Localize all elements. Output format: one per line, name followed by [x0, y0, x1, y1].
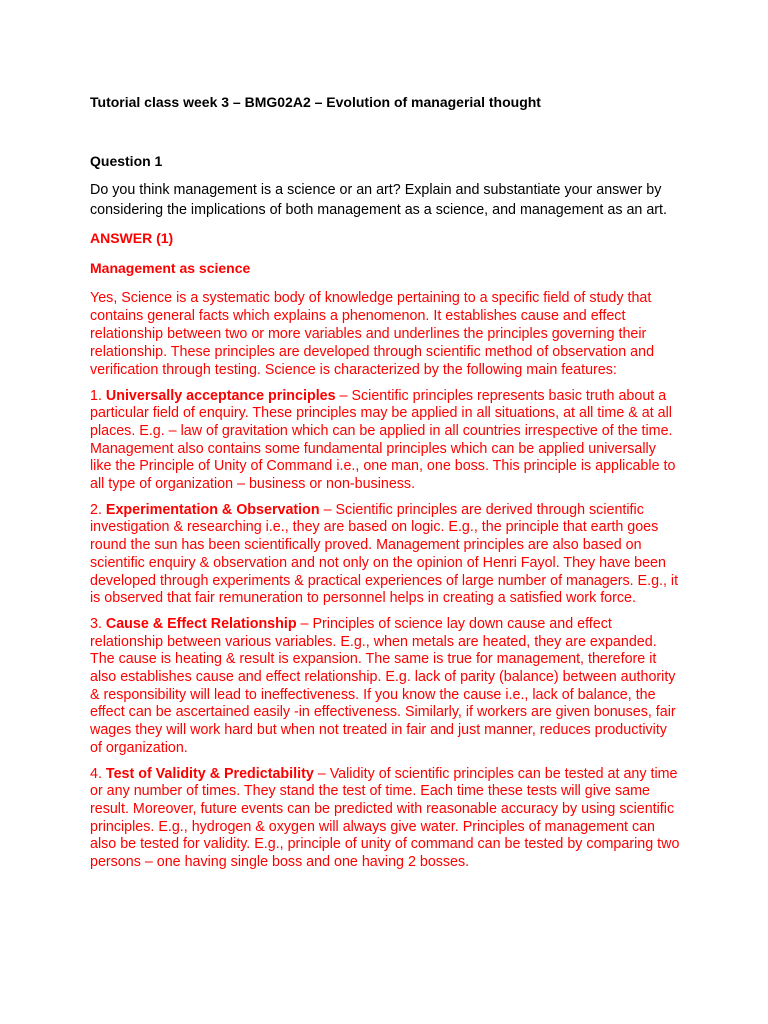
- point-experimentation-observation: [90, 502, 680, 608]
- point-text: – Principles of science lay down cause and effect relationship between various variables. E.g., when metals are heated, they are expanded. The cause is heating & result is expansion. The same is true for management, therefore it also establishes cause and effect relationship. E.g. lack of parity (balance) between authority & responsibility will lead to ineffectiveness. If you know the cause i.e., lack of balance, the effect can be ascertained easily -in effectiveness. Similarly, if workers are given bonuses, fair wages they will work hard but when not treated in fair and just manner, reduces productivity of organization.: [90, 615, 676, 756]
- point-label: Universally acceptance principles: [105, 387, 336, 404]
- point-number: 3.: [90, 615, 106, 632]
- point-validity-predictability: [90, 766, 680, 872]
- point-cause-effect: [90, 616, 680, 758]
- answer-heading: ANSWER (1): [90, 230, 174, 246]
- point-label: Cause & Effect Relationship: [105, 615, 297, 632]
- point-text: – Scientific principles represents basic truth about a particular field of enquiry. These principles may be applied in all situations, at all time & at all places. E.g. – law of gravitation which can be applied in all countries irrespective of the time. Management also contains some fundamental principles which can be applied universally like the Principle of Unity of Command i.e., one man, one boss. This principle is applicable to all type of organization – business or non-business.: [90, 387, 676, 493]
- point-universal-principles: [90, 388, 680, 494]
- section-heading: Management as science: [90, 260, 251, 276]
- intro-paragraph: Yes, Science is a systematic body of knowledge pertaining to a specific field of study that contains general facts which explains a phenomenon. It establishes cause and effect relationship between two or more variables and underlines the principles governing their relationship. These principles are developed through scientific method of observation and verification through testing. Science is characterized by the following main features:: [90, 290, 655, 378]
- point-label: Experimentation & Observation: [105, 501, 320, 518]
- point-text: – Validity of scientific principles can be tested at any time or any number of times. They stand the test of time. Each time these tests will give same result. Moreover, future events can be predicted with reasonable accuracy by using scientific principles. E.g., hydrogen & oxygen will always give water. Principles of management can also be tested for validity. E.g., principle of unity of command can be tested by comparing two persons – one having single boss and one having 2 bosses.: [90, 765, 680, 871]
- point-number: 1.: [90, 387, 106, 404]
- document-title: Tutorial class week 3 – BMG02A2 – Evolution of managerial thought: [90, 94, 541, 110]
- point-label: Test of Validity & Predictability: [105, 765, 314, 782]
- point-number: 2.: [90, 501, 106, 518]
- document-page: [90, 94, 680, 872]
- question-text: Do you think management is a science or an art? Explain and substantiate your answer by considering the implications of both management as a science, and management as an art.: [90, 182, 667, 218]
- question-heading: Question 1: [90, 153, 163, 169]
- point-number: 4.: [90, 765, 106, 782]
- point-text: – Scientific principles are derived through scientific investigation & researching i.e., they are based on logic. E.g., the principle that earth goes round the sun has been scientifically proved. Management principles are also based on scientific enquiry & observation and not only on the opinion of Henri Fayol. They have been developed through experiments & practical experiences of large number of managers. E.g., it is observed that fair remuneration to personnel helps in creating a satisfied work force.: [90, 501, 679, 607]
